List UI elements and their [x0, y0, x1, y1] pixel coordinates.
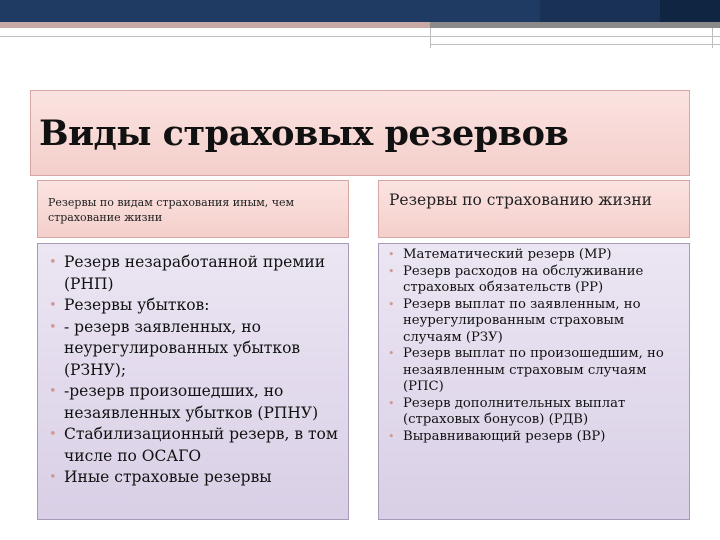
list-item: • -резерв произошедших, но незаявленных убытков (РПНУ) — [49, 382, 319, 422]
bullet-icon: • — [49, 427, 57, 442]
bullet-icon: • — [388, 396, 395, 410]
bullet-icon: • — [388, 248, 395, 261]
bullet-icon: • — [388, 347, 395, 360]
list-item: • - резерв заявленных, но неурегулированных убытков (РЗНУ); — [49, 317, 301, 379]
bullet-icon: • — [388, 297, 395, 311]
decorative-line — [712, 28, 713, 48]
decorative-line — [430, 44, 720, 45]
life-reserves-list-box — [378, 243, 690, 520]
list-item: • Резерв дополнительных выплат (страховых бонусов) (РДВ) — [388, 395, 626, 427]
list-item: • Резерв выплат по произошедшим, но незаявленным страховым случаям (РПС) — [388, 346, 664, 394]
list-item: • Выравнивающий резерв (ВР) — [388, 428, 606, 444]
bullet-icon: • — [49, 384, 57, 399]
list-item: • Резерв расходов на обслуживание страховых обязательств (РР) — [388, 263, 644, 295]
decorative-stripe-dark — [430, 22, 720, 28]
top-bar-segment — [540, 0, 660, 22]
decorative-line — [430, 28, 431, 48]
decorative-line — [0, 36, 720, 37]
bullet-icon: • — [49, 255, 57, 270]
list-item: • Резерв незаработанной премии (РНП) — [49, 253, 326, 293]
column-heading-life: Резервы по страхованию жизни — [378, 180, 690, 238]
slide-title: Виды страховых резервов — [39, 113, 569, 154]
bullet-icon: • — [388, 429, 395, 443]
list-item: • Иные страховые резервы — [48, 467, 340, 489]
list-item: • Стабилизационный резерв, в том числе по ОСАГО — [49, 425, 338, 465]
bullet-icon: • — [49, 470, 57, 485]
column-heading-nonlife: Резервы по видам страхования иным, чем страхование жизни — [37, 180, 349, 238]
list-item: • Математический резерв (МР) — [388, 247, 612, 262]
top-bar-segment-dark — [660, 0, 720, 22]
slide-top-bar — [0, 0, 720, 22]
decorative-stripe — [0, 22, 720, 28]
nonlife-reserves-list — [48, 252, 340, 489]
bullet-icon: • — [388, 264, 395, 278]
bullet-icon: • — [49, 319, 57, 335]
slide-title-box — [30, 90, 690, 176]
list-item: • Резерв выплат по заявленным, но неурегулированным страховым случаям (РЗУ) — [388, 296, 641, 345]
list-item: • Резервы убытков: — [48, 295, 340, 317]
bullet-icon: • — [49, 298, 57, 313]
nonlife-reserves-list-box — [37, 243, 349, 520]
life-reserves-list — [387, 247, 681, 445]
